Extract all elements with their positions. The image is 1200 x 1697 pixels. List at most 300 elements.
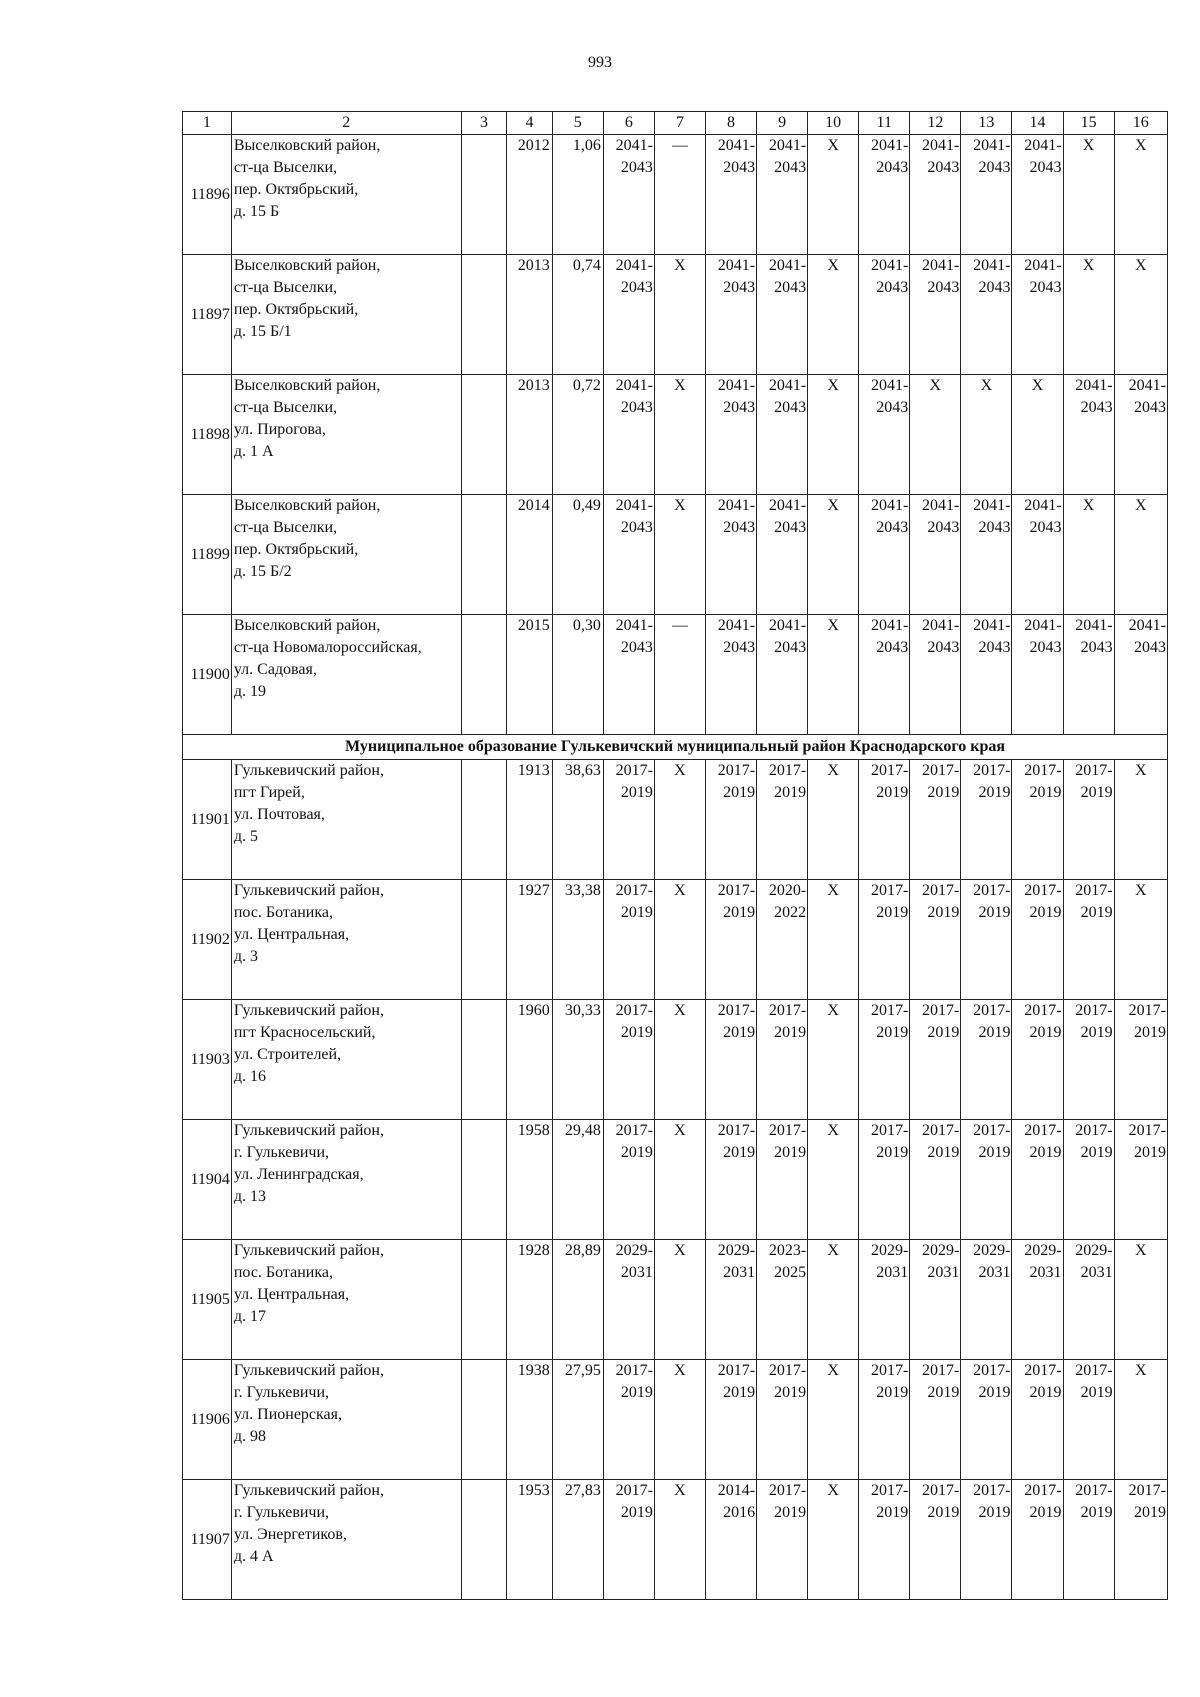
period-line: 2019 xyxy=(1134,1024,1166,1041)
period-cell xyxy=(705,495,756,615)
period-line: 2041- xyxy=(922,137,960,154)
period-line: 2043 xyxy=(978,639,1011,656)
period-cell xyxy=(757,255,808,375)
period-line: 2017- xyxy=(717,882,756,899)
mark-value: Х xyxy=(1135,1362,1147,1379)
period-line: 2019 xyxy=(774,1504,807,1521)
period-line: 2019 xyxy=(723,1024,756,1041)
mark-cell xyxy=(808,375,859,495)
mark-cell xyxy=(808,1360,859,1480)
year-cell: 1958 xyxy=(507,1120,553,1240)
period-cell xyxy=(910,255,961,375)
period-line: 2017- xyxy=(1024,1002,1062,1019)
period-cell xyxy=(1012,880,1063,1000)
period-line: 2041- xyxy=(717,617,756,634)
year-cell: 1938 xyxy=(507,1360,553,1480)
period-line: 2017- xyxy=(717,1122,756,1139)
period-line: 2043 xyxy=(620,399,653,416)
period-line: 2019 xyxy=(1029,1384,1062,1401)
period-line: 2041- xyxy=(717,377,756,394)
row-index: 11906 xyxy=(183,1360,232,1480)
period-line: 2041- xyxy=(768,257,807,274)
period-line: 2043 xyxy=(978,159,1011,176)
period-line: 2017- xyxy=(615,1362,653,1379)
period-line: 2043 xyxy=(1134,399,1166,416)
mark-value: Х xyxy=(674,1002,686,1019)
period-cell xyxy=(910,1120,961,1240)
period-line: 2031 xyxy=(978,1264,1011,1281)
period-cell xyxy=(859,495,910,615)
period-line: 2017- xyxy=(870,1482,909,1499)
period-line: 2041- xyxy=(973,257,1011,274)
period-line: 2017- xyxy=(768,1362,807,1379)
period-cell xyxy=(1114,1000,1167,1120)
mark-value: Х xyxy=(1135,882,1147,899)
area-cell: 1,06 xyxy=(552,135,603,255)
address-line: пгт Гирей, xyxy=(233,784,305,801)
address-line: д. 13 xyxy=(233,1188,266,1205)
period-cell xyxy=(1063,1240,1114,1360)
address-line: ул. Центральная, xyxy=(233,926,350,943)
period-line: 2041- xyxy=(615,137,653,154)
mark-cell xyxy=(1063,255,1114,375)
address-line: д. 15 Б/1 xyxy=(233,323,292,340)
mark-cell xyxy=(1063,495,1114,615)
period-line: 2031 xyxy=(876,1264,909,1281)
mark-value: Х xyxy=(674,377,686,394)
column-3-cell xyxy=(461,375,507,495)
period-line: 2017- xyxy=(717,1362,756,1379)
period-line: 2041- xyxy=(922,257,960,274)
mark-value: Х xyxy=(674,497,686,514)
period-cell xyxy=(757,375,808,495)
year-cell: 1953 xyxy=(507,1480,553,1600)
period-cell xyxy=(910,760,961,880)
period-cell xyxy=(1063,1480,1114,1600)
period-line: 2041- xyxy=(717,257,756,274)
period-line: 2031 xyxy=(1080,1264,1113,1281)
address-line: пос. Ботаника, xyxy=(233,904,333,921)
period-line: 2019 xyxy=(774,1384,807,1401)
mark-cell xyxy=(654,1480,705,1600)
period-cell xyxy=(961,255,1012,375)
period-line: 2041- xyxy=(922,617,960,634)
mark-cell xyxy=(654,615,705,735)
period-line: 2041- xyxy=(615,497,653,514)
mark-cell xyxy=(654,880,705,1000)
period-line: 2041- xyxy=(973,617,1011,634)
row-index: 11907 xyxy=(183,1480,232,1600)
period-cell xyxy=(757,1360,808,1480)
period-line: 2016 xyxy=(723,1504,756,1521)
column-number-header: 15 xyxy=(1063,112,1114,135)
period-line: 2019 xyxy=(927,784,960,801)
mark-cell xyxy=(808,495,859,615)
period-line: 2043 xyxy=(774,279,807,296)
period-cell xyxy=(757,880,808,1000)
period-line: 2041- xyxy=(615,257,653,274)
row-index: 11905 xyxy=(183,1240,232,1360)
period-line: 2041- xyxy=(717,137,756,154)
period-cell xyxy=(910,495,961,615)
period-cell xyxy=(705,1480,756,1600)
column-number-header: 16 xyxy=(1114,112,1167,135)
period-line: 2019 xyxy=(1029,1504,1062,1521)
mark-value: Х xyxy=(827,1122,839,1139)
period-line: 2019 xyxy=(876,784,909,801)
address-line: пос. Ботаника, xyxy=(233,1264,333,1281)
period-line: 2017- xyxy=(1128,1482,1166,1499)
column-3-cell xyxy=(461,255,507,375)
page-number: 993 xyxy=(588,54,612,71)
period-cell xyxy=(1012,1000,1063,1120)
period-cell xyxy=(961,760,1012,880)
period-line: 2025 xyxy=(774,1264,807,1281)
column-number-header: 8 xyxy=(705,112,756,135)
period-cell xyxy=(603,1360,654,1480)
period-line: 2019 xyxy=(723,1144,756,1161)
period-line: 2029- xyxy=(615,1242,653,1259)
period-line: 2017- xyxy=(768,1122,807,1139)
address-line: д. 98 xyxy=(233,1428,266,1445)
row-index: 11897 xyxy=(183,255,232,375)
address-line: ул. Строителей, xyxy=(233,1046,342,1063)
year-cell: 1928 xyxy=(507,1240,553,1360)
period-line: 2019 xyxy=(620,1024,653,1041)
period-cell xyxy=(1063,375,1114,495)
period-cell xyxy=(1063,615,1114,735)
column-number-header: 11 xyxy=(859,112,910,135)
mark-value: Х xyxy=(1082,137,1095,154)
period-cell xyxy=(859,1120,910,1240)
address-line: ул. Ленинградская, xyxy=(233,1166,364,1183)
address-line: ст-ца Выселки, xyxy=(233,399,338,416)
row-index: 11904 xyxy=(183,1120,232,1240)
period-line: 2043 xyxy=(876,519,909,536)
mark-value: Х xyxy=(1082,257,1095,274)
period-line: 2019 xyxy=(1080,904,1113,921)
address-line: ст-ца Выселки, xyxy=(233,519,338,536)
mark-value: Х xyxy=(1031,377,1044,394)
period-line: 2017- xyxy=(768,762,807,779)
period-line: 2017- xyxy=(615,1482,653,1499)
period-line: 2019 xyxy=(927,904,960,921)
period-cell xyxy=(603,615,654,735)
period-line: 2017- xyxy=(615,1002,653,1019)
period-line: 2019 xyxy=(620,1504,653,1521)
area-cell: 0,74 xyxy=(552,255,603,375)
period-cell xyxy=(859,375,910,495)
period-line: 2019 xyxy=(723,904,756,921)
address-line: ул. Почтовая, xyxy=(233,806,325,823)
mark-cell xyxy=(808,1480,859,1600)
period-line: 2017- xyxy=(973,1482,1011,1499)
period-line: 2041- xyxy=(1024,617,1062,634)
period-line: 2041- xyxy=(768,137,807,154)
period-line: 2014- xyxy=(717,1482,756,1499)
area-cell: 0,72 xyxy=(552,375,603,495)
address-line: д. 17 xyxy=(233,1308,266,1325)
period-line: 2043 xyxy=(723,279,756,296)
mark-value: Х xyxy=(827,882,839,899)
period-line: 2041- xyxy=(717,497,756,514)
period-line: 2043 xyxy=(620,519,653,536)
address-cell xyxy=(231,880,461,1000)
period-line: 2041- xyxy=(870,257,909,274)
period-cell xyxy=(910,1000,961,1120)
period-line: 2043 xyxy=(1134,639,1166,656)
year-cell: 1960 xyxy=(507,1000,553,1120)
mark-value: Х xyxy=(1135,762,1147,779)
period-line: 2017- xyxy=(870,1362,909,1379)
period-cell xyxy=(757,615,808,735)
mark-value: Х xyxy=(827,257,839,274)
year-cell: 1913 xyxy=(507,760,553,880)
period-cell xyxy=(757,135,808,255)
period-cell xyxy=(961,495,1012,615)
period-line: 2019 xyxy=(978,904,1011,921)
period-cell xyxy=(705,880,756,1000)
period-line: 2029- xyxy=(1075,1242,1113,1259)
period-cell xyxy=(910,135,961,255)
period-cell xyxy=(1063,760,1114,880)
address-line: пгт Красносельский, xyxy=(233,1024,376,1041)
period-cell xyxy=(1114,375,1167,495)
period-cell xyxy=(603,1240,654,1360)
period-line: 2017- xyxy=(922,1122,960,1139)
period-line: 2043 xyxy=(927,159,960,176)
period-cell xyxy=(1012,760,1063,880)
period-cell xyxy=(961,135,1012,255)
mark-cell xyxy=(1114,880,1167,1000)
period-line: 2043 xyxy=(620,159,653,176)
mark-cell xyxy=(808,760,859,880)
address-line: Гулькевичский район, xyxy=(233,762,384,779)
period-line: 2019 xyxy=(927,1024,960,1041)
address-cell xyxy=(231,255,461,375)
address-line: д. 15 Б xyxy=(233,203,280,220)
address-line: Гулькевичский район, xyxy=(233,1362,384,1379)
mark-value: Х xyxy=(1135,1242,1147,1259)
period-line: 2019 xyxy=(927,1504,960,1521)
table-row xyxy=(183,760,1168,880)
period-line: 2017- xyxy=(922,1002,960,1019)
period-line: 2043 xyxy=(1080,639,1113,656)
address-cell xyxy=(231,1000,461,1120)
period-cell xyxy=(705,135,756,255)
period-cell xyxy=(1114,1480,1167,1600)
period-cell xyxy=(961,1000,1012,1120)
period-cell xyxy=(961,880,1012,1000)
period-line: 2019 xyxy=(978,1024,1011,1041)
period-line: 2017- xyxy=(1024,882,1062,899)
period-line: 2017- xyxy=(1024,1362,1062,1379)
table-row xyxy=(183,880,1168,1000)
period-line: 2019 xyxy=(620,904,653,921)
period-line: 2043 xyxy=(1029,159,1062,176)
period-cell xyxy=(705,1120,756,1240)
period-line: 2019 xyxy=(978,1144,1011,1161)
period-line: 2041- xyxy=(1024,257,1062,274)
address-line: Гулькевичский район, xyxy=(233,1242,384,1259)
period-line: 2019 xyxy=(876,1504,909,1521)
year-cell: 2012 xyxy=(507,135,553,255)
column-3-cell xyxy=(461,760,507,880)
column-3-cell xyxy=(461,615,507,735)
period-line: 2017- xyxy=(1024,762,1062,779)
period-line: 2019 xyxy=(723,784,756,801)
period-cell xyxy=(757,760,808,880)
address-line: пер. Октябрьский, xyxy=(233,301,359,318)
period-line: 2043 xyxy=(774,519,807,536)
mark-value: Х xyxy=(674,762,686,779)
period-line: 2017- xyxy=(870,1122,909,1139)
mark-cell xyxy=(654,495,705,615)
mark-value: Х xyxy=(674,1242,686,1259)
period-line: 2019 xyxy=(1029,784,1062,801)
area-cell: 0,49 xyxy=(552,495,603,615)
column-number-header: 14 xyxy=(1012,112,1063,135)
period-cell xyxy=(1012,615,1063,735)
area-cell: 29,48 xyxy=(552,1120,603,1240)
address-line: д. 1 А xyxy=(233,443,274,460)
period-line: 2019 xyxy=(1029,1144,1062,1161)
column-3-cell xyxy=(461,1360,507,1480)
mark-cell xyxy=(654,1000,705,1120)
mark-value: Х xyxy=(674,882,686,899)
mark-cell xyxy=(1114,1360,1167,1480)
table-row xyxy=(183,1480,1168,1600)
period-cell xyxy=(859,880,910,1000)
period-cell xyxy=(961,1480,1012,1600)
period-cell xyxy=(859,760,910,880)
period-cell xyxy=(910,880,961,1000)
address-line: д. 15 Б/2 xyxy=(233,563,292,580)
table-row xyxy=(183,135,1168,255)
address-line: д. 16 xyxy=(233,1068,266,1085)
period-cell xyxy=(705,375,756,495)
period-line: 2019 xyxy=(1080,784,1113,801)
period-cell xyxy=(603,880,654,1000)
mark-value: Х xyxy=(1135,257,1147,274)
period-line: 2031 xyxy=(620,1264,653,1281)
period-cell xyxy=(705,615,756,735)
period-cell xyxy=(859,615,910,735)
period-line: 2043 xyxy=(723,399,756,416)
period-line: 2041- xyxy=(768,617,807,634)
address-cell xyxy=(231,1360,461,1480)
period-cell xyxy=(910,1360,961,1480)
period-cell xyxy=(1012,495,1063,615)
period-line: 2017- xyxy=(870,1002,909,1019)
address-line: д. 5 xyxy=(233,828,258,845)
column-3-cell xyxy=(461,1120,507,1240)
period-line: 2041- xyxy=(615,617,653,634)
column-number-header: 7 xyxy=(654,112,705,135)
period-line: 2029- xyxy=(1024,1242,1062,1259)
mark-cell xyxy=(808,135,859,255)
period-line: 2017- xyxy=(615,882,653,899)
period-cell xyxy=(1012,1480,1063,1600)
period-cell xyxy=(705,1000,756,1120)
mark-cell xyxy=(808,255,859,375)
mark-cell xyxy=(961,375,1012,495)
column-number-header: 2 xyxy=(231,112,461,135)
address-line: д. 4 А xyxy=(233,1548,274,1565)
period-line: 2019 xyxy=(1134,1144,1166,1161)
table-row xyxy=(183,495,1168,615)
mark-cell xyxy=(808,1240,859,1360)
period-line: 2043 xyxy=(723,159,756,176)
period-line: 2043 xyxy=(1029,519,1062,536)
period-line: 2019 xyxy=(1080,1144,1113,1161)
period-line: 2043 xyxy=(927,639,960,656)
year-cell: 2013 xyxy=(507,375,553,495)
mark-value: Х xyxy=(674,1362,686,1379)
period-line: 2041- xyxy=(615,377,653,394)
mark-cell xyxy=(654,760,705,880)
period-cell xyxy=(757,1240,808,1360)
area-cell: 30,33 xyxy=(552,1000,603,1120)
period-line: 2043 xyxy=(927,279,960,296)
period-line: 2017- xyxy=(973,1362,1011,1379)
row-index: 11901 xyxy=(183,760,232,880)
address-line: Выселковский район, xyxy=(233,497,381,514)
register-table xyxy=(182,111,1168,1600)
period-line: 2017- xyxy=(1075,882,1113,899)
period-line: 2043 xyxy=(876,279,909,296)
mark-cell xyxy=(808,880,859,1000)
address-cell xyxy=(231,135,461,255)
address-line: ул. Пирогова, xyxy=(233,421,326,438)
period-line: 2017- xyxy=(922,882,960,899)
mark-value: Х xyxy=(827,617,839,634)
period-line: 2017- xyxy=(870,762,909,779)
period-cell xyxy=(603,1000,654,1120)
period-line: 2043 xyxy=(1080,399,1113,416)
period-line: 2041- xyxy=(1128,377,1166,394)
column-3-cell xyxy=(461,880,507,1000)
row-index: 11903 xyxy=(183,1000,232,1120)
address-line: Гулькевичский район, xyxy=(233,1002,384,1019)
period-line: 2043 xyxy=(876,399,909,416)
address-line: г. Гулькевичи, xyxy=(233,1384,330,1401)
address-line: Гулькевичский район, xyxy=(233,882,384,899)
period-line: 2029- xyxy=(717,1242,756,1259)
period-line: 2041- xyxy=(870,617,909,634)
address-cell xyxy=(231,495,461,615)
address-cell xyxy=(231,1480,461,1600)
period-line: 2043 xyxy=(876,159,909,176)
period-line: 2041- xyxy=(922,497,960,514)
period-line: 2043 xyxy=(876,639,909,656)
period-line: 2041- xyxy=(870,377,909,394)
column-3-cell xyxy=(461,135,507,255)
area-cell: 33,38 xyxy=(552,880,603,1000)
period-line: 2041- xyxy=(870,497,909,514)
period-cell xyxy=(961,615,1012,735)
mark-value: Х xyxy=(827,1002,839,1019)
column-number-header: 3 xyxy=(461,112,507,135)
period-cell xyxy=(859,1240,910,1360)
period-cell xyxy=(910,1240,961,1360)
period-cell xyxy=(910,615,961,735)
mark-value: Х xyxy=(827,762,839,779)
period-line: 2017- xyxy=(1128,1002,1166,1019)
address-line: д. 3 xyxy=(233,948,258,965)
mark-value: Х xyxy=(827,497,839,514)
column-number-row xyxy=(183,112,1168,135)
